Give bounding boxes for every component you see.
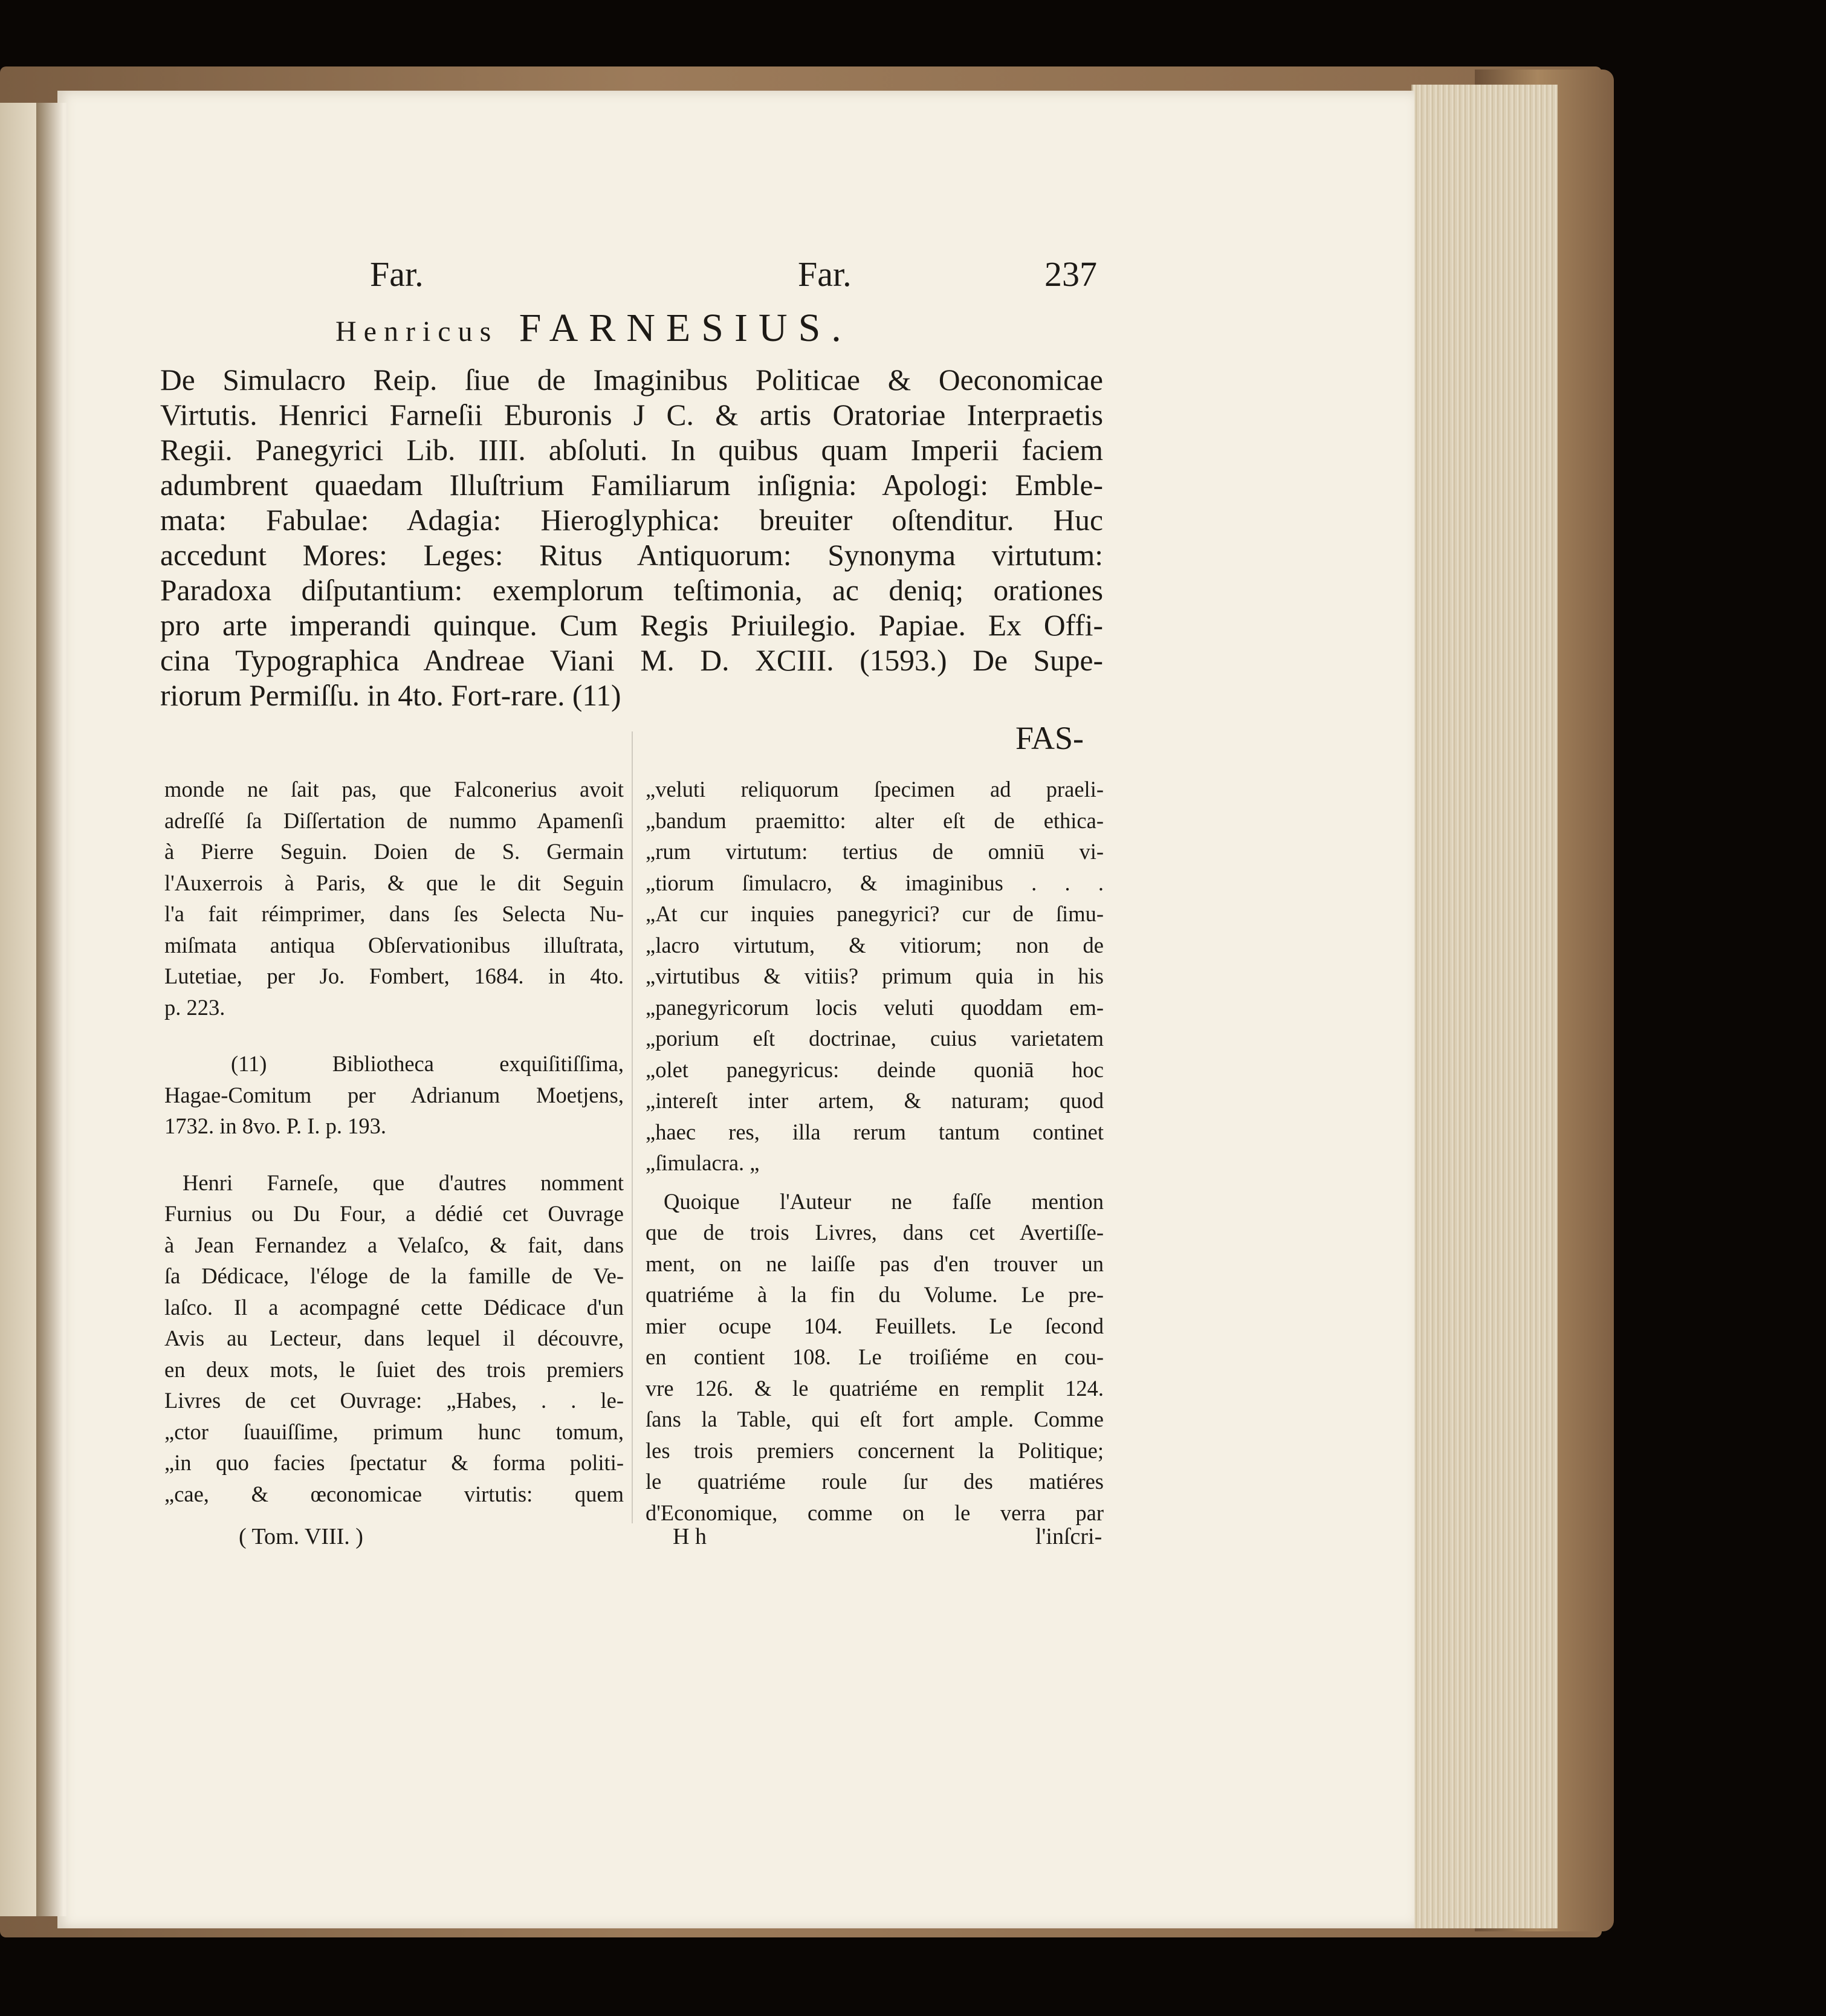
text-line: mier ocupe 104. Feuillets. Le ſecond — [646, 1313, 1104, 1338]
bibliographic-entry — [160, 363, 1103, 713]
entry-line: Virtutis. Henrici Farneſii Eburonis J C. & artis Oratoriae Interpraetis — [160, 398, 1103, 432]
entry-line: riorum Permiſſu. in 4to. Fort-rare. (11) — [160, 679, 621, 712]
title-first-name: Henricus — [335, 316, 499, 348]
text-line: l'a fait réimprimer, dans ſes Selecta Nu- — [164, 901, 624, 926]
entry-line: adumbrent quaedam Illuſtrium Familiarum inſignia: Apologi: Emble- — [160, 468, 1103, 502]
text-line: vre 126. & le quatriéme en remplit 124. — [646, 1375, 1104, 1401]
text-line: ſans la Table, qui eſt fort ample. Comme — [646, 1407, 1104, 1431]
text-line: „panegyricorum locis veluti quoddam em- — [646, 994, 1104, 1020]
entry-line: pro arte imperandi quinque. Cum Regis Priuilegio. Papiae. Ex Offi- — [160, 609, 1103, 642]
text-line: Henri Farneſe, que d'autres nomment — [183, 1170, 624, 1195]
text-line: quatriéme à la fin du Volume. Le pre- — [646, 1282, 1104, 1307]
entry-line: Paradoxa diſputantium: exemplorum teſtimonia, ac deniq; orationes — [160, 574, 1103, 607]
page-number: 237 — [1044, 254, 1097, 294]
text-line: Hagae-Comitum per Adrianum Moetjens, — [164, 1082, 624, 1107]
text-line: d'Economique, comme on le verra par — [646, 1500, 1104, 1525]
text-line: miſmata antiqua Obſervationibus illuſtrata, — [164, 932, 624, 958]
entry-line: cina Typographica Andreae Viani M. D. XCIII. (1593.) De Supe- — [160, 644, 1103, 677]
entry-line: accedunt Mores: Leges: Ritus Antiquorum: Synonyma virtutum: — [160, 539, 1103, 572]
text-line: (11) Bibliotheca exquiſitiſſima, — [231, 1051, 624, 1076]
text-line: „bandum praemitto: alter eſt de ethica- — [646, 808, 1104, 833]
text-line: „rum virtutum: tertius de omniū vi- — [646, 839, 1104, 864]
page-gutter — [36, 103, 66, 1916]
page-catchword: l'inſcri- — [1035, 1524, 1102, 1549]
text-line: ſa Dédicace, l'éloge de la famille de Ve- — [164, 1263, 624, 1288]
text-line: „cae, & œconomicae virtutis: quem — [164, 1481, 624, 1506]
text-line: adreſſé ſa Diſſertation de nummo Apamenſi — [164, 808, 624, 833]
text-line: „porium eſt doctrinae, cuius varietatem — [646, 1026, 1104, 1051]
text-line: à Pierre Seguin. Doien de S. Germain — [164, 839, 624, 864]
text-line: Livres de cet Ouvrage: „Habes, . . le- — [164, 1388, 624, 1413]
text-line: Furnius ou Du Four, a dédié cet Ouvrage — [164, 1201, 624, 1226]
text-line: en deux mots, le ſuiet des trois premiers — [164, 1356, 624, 1382]
entry-title — [335, 305, 852, 351]
text-line: Lutetiae, per Jo. Fombert, 1684. in 4to. — [164, 964, 624, 988]
column-divider — [632, 731, 633, 1523]
page-edges — [1411, 85, 1558, 1928]
signature-mark: H h — [673, 1524, 707, 1549]
text-line: laſco. Il a acompagné cette Dédicace d'un — [164, 1294, 624, 1320]
text-line: „veluti reliquorum ſpecimen ad praeli- — [646, 777, 1104, 802]
entry-line: mata: Fabulae: Adagia: Hieroglyphica: breuiter oſtenditur. Huc — [160, 504, 1103, 537]
text-line: à Jean Fernandez a Velaſco, & fait, dans — [164, 1232, 624, 1257]
entry-line: Regii. Panegyrici Lib. IIII. abſoluti. In quibus quam Imperii faciem — [160, 433, 1103, 467]
text-line: „intereſt inter artem, & naturam; quod — [646, 1088, 1104, 1113]
text-line: Quoique l'Auteur ne faſſe mention — [664, 1188, 1104, 1214]
running-head-left: Far. — [370, 254, 424, 294]
text-line: les trois premiers concernent la Politique; — [646, 1437, 1104, 1463]
left-column — [164, 774, 624, 1509]
text-line: 1732. in 8vo. P. I. p. 193. — [164, 1113, 387, 1138]
text-line: „olet panegyricus: deinde quoniā hoc — [646, 1057, 1104, 1082]
volume-footer: ( Tom. VIII. ) — [239, 1524, 363, 1549]
text-line: „virtutibus & vitiis? primum quia in his — [646, 964, 1104, 988]
entry-line: De Simulacro Reip. ſiue de Imaginibus Politicae & Oeconomicae — [160, 363, 1103, 397]
text-line: „tiorum ſimulacro, & imaginibus . . . — [646, 870, 1104, 895]
text-line: „ſimulacra. „ — [646, 1150, 760, 1175]
text-line: p. 223. — [164, 994, 225, 1020]
title-surname: FARNESIUS. — [519, 306, 852, 350]
running-head-center: Far. — [798, 254, 852, 294]
text-line: l'Auxerrois à Paris, & que le dit Seguin — [164, 870, 624, 895]
text-line: „in quo facies ſpectatur & forma politi- — [164, 1450, 624, 1475]
text-line: que de trois Livres, dans cet Avertiſſe- — [646, 1220, 1104, 1245]
text-line: „lacro virtutum, & vitiorum; non de — [646, 932, 1104, 958]
text-line: ment, on ne laiſſe pas d'en trouver un — [646, 1251, 1104, 1276]
text-line: le quatriéme roule ſur des matiéres — [646, 1469, 1104, 1494]
text-line: Avis au Lecteur, dans lequel il découvre, — [164, 1326, 624, 1350]
entry-catchword: FAS- — [1015, 720, 1084, 756]
text-line: monde ne ſait pas, que Falconerius avoit — [164, 777, 624, 802]
text-line: „ctor ſuauiſſime, primum hunc tomum, — [164, 1419, 624, 1444]
text-line: en contient 108. Le troiſiéme en cou- — [646, 1344, 1104, 1369]
right-column — [646, 774, 1104, 1528]
text-line: „At cur inquies panegyrici? cur de ſimu- — [646, 901, 1104, 926]
text-line: „haec res, illa rerum tantum continet — [646, 1119, 1104, 1144]
